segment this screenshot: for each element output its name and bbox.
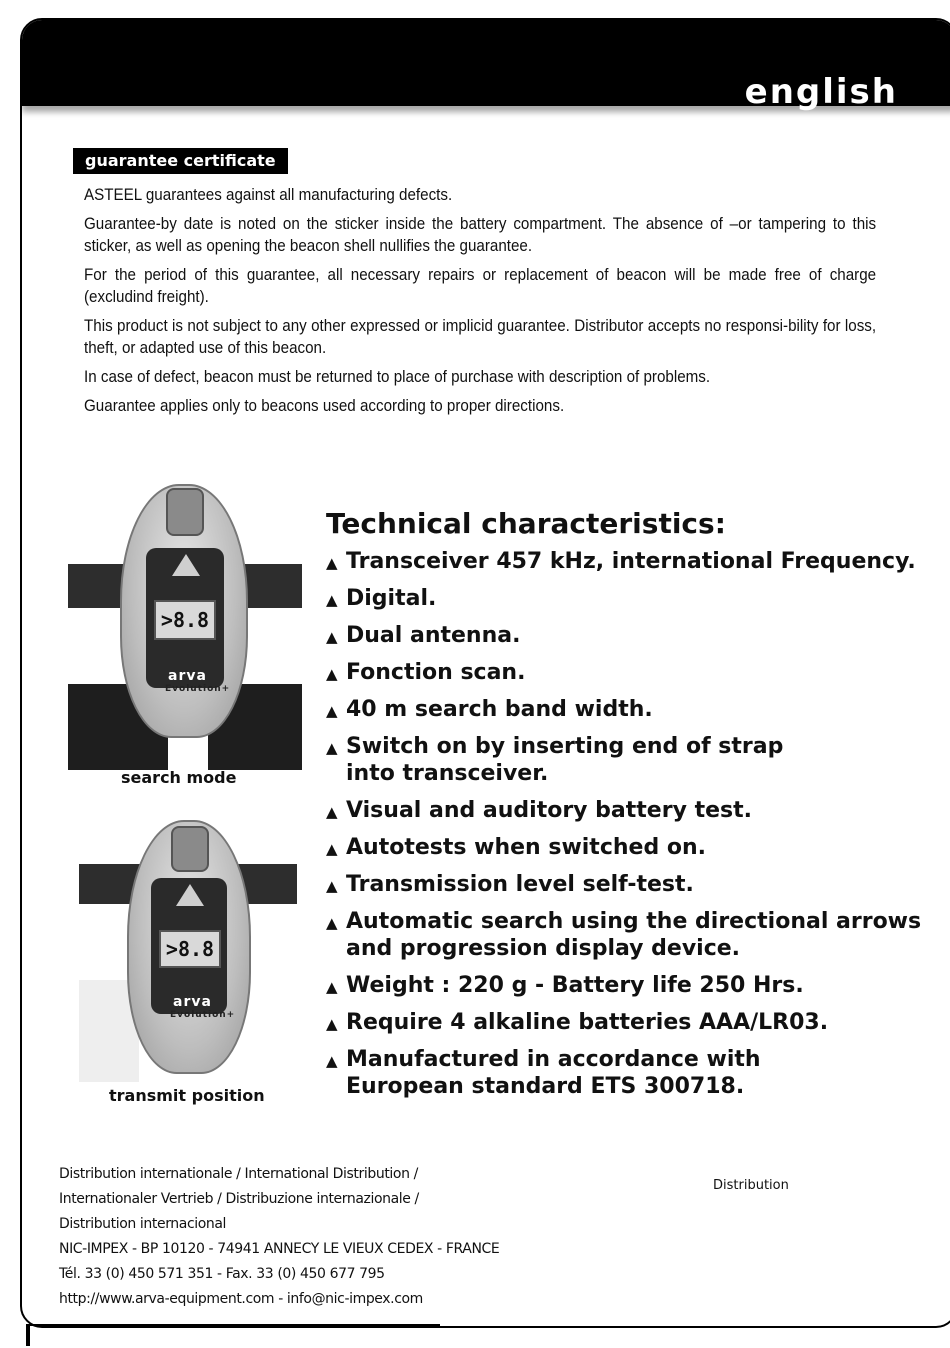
device-brand: arva xyxy=(173,994,212,1010)
bullet-triangle-icon: ▲ xyxy=(326,1052,338,1070)
list-item-text: Weight : 220 g - Battery life 250 Hrs. xyxy=(346,973,804,998)
list-item-text: Fonction scan. xyxy=(346,660,526,685)
guarantee-text xyxy=(84,184,877,424)
bullet-triangle-icon: ▲ xyxy=(326,978,338,996)
bullet-triangle-icon: ▲ xyxy=(326,665,338,683)
list-item xyxy=(326,585,926,612)
lcd-display: >8.8 xyxy=(154,600,216,640)
bottom-mark xyxy=(26,1326,30,1346)
list-item-text: Transceiver 457 kHz, international Frequency. xyxy=(346,549,916,574)
guarantee-paragraph: Guarantee applies only to beacons used according to proper directions. xyxy=(84,397,565,415)
list-item-text: Transmission level self-test. xyxy=(346,872,694,897)
list-item xyxy=(326,972,926,999)
list-item xyxy=(326,797,926,824)
device-image-transmit xyxy=(79,820,297,1082)
bullet-triangle-icon: ▲ xyxy=(326,803,338,821)
bullet-triangle-icon: ▲ xyxy=(326,628,338,646)
technical-title: Technical characteristics: xyxy=(326,507,726,540)
caption-search-mode: search mode xyxy=(121,768,237,787)
bullet-triangle-icon: ▲ xyxy=(326,1015,338,1033)
technical-list xyxy=(326,548,926,1110)
device-model: Evolution+ xyxy=(165,684,231,694)
list-item-text: Digital. xyxy=(346,586,437,611)
list-item-text: Require 4 alkaline batteries AAA/LR03. xyxy=(346,1010,829,1035)
bullet-triangle-icon: ▲ xyxy=(326,877,338,895)
device-model: Evolution+ xyxy=(170,1010,236,1020)
guarantee-paragraph: For the period of this guarantee, all necessary repairs or replacement of beacon will be made free of charge (excludind freight). xyxy=(84,266,877,306)
list-item-text: Visual and auditory battery test. xyxy=(346,798,752,823)
bottom-divider xyxy=(26,1324,440,1326)
guarantee-paragraph: ASTEEL guarantees against all manufacturing defects. xyxy=(84,186,453,204)
triangle-logo-icon xyxy=(176,884,204,906)
list-item xyxy=(326,622,926,649)
lcd-display: >8.8 xyxy=(159,930,221,968)
list-item-text: Automatic search using the directional arrows xyxy=(346,909,922,934)
bullet-triangle-icon: ▲ xyxy=(326,554,338,572)
distribution-line: NIC-IMPEX - BP 10120 - 74941 ANNECY LE VIEUX CEDEX - FRANCE xyxy=(59,1241,500,1257)
list-item-text: Autotests when switched on. xyxy=(346,835,706,860)
list-item xyxy=(326,1009,926,1036)
list-item-text: European standard ETS 300718. xyxy=(346,1074,745,1099)
language-label: english xyxy=(744,72,898,112)
caption-transmit-position: transmit position xyxy=(109,1086,265,1105)
list-item xyxy=(326,1046,926,1100)
device-brand: arva xyxy=(168,668,207,684)
list-item-text: Manufactured in accordance with xyxy=(346,1047,761,1072)
page-header xyxy=(22,20,950,112)
device-image-search xyxy=(68,484,302,770)
list-item-text: 40 m search band width. xyxy=(346,697,653,722)
distribution-line: Tél. 33 (0) 450 571 351 - Fax. 33 (0) 450 677 795 xyxy=(59,1266,385,1282)
distribution-contact-link[interactable]: http://www.arva-equipment.com - info@nic-impex.com xyxy=(59,1291,423,1307)
bullet-triangle-icon: ▲ xyxy=(326,739,338,757)
list-item xyxy=(326,871,926,898)
list-item xyxy=(326,908,926,962)
triangle-logo-icon xyxy=(172,554,200,576)
distribution-line: Internationaler Vertrieb / Distribuzione internazionale / xyxy=(59,1191,419,1207)
guarantee-title: guarantee certificate xyxy=(73,148,288,174)
guarantee-paragraph: Guarantee-by date is noted on the sticker inside the battery compartment. The absence of –or tampering to this sticker, as well as opening the beacon shell nullifies the guarantee. xyxy=(84,215,877,255)
bullet-triangle-icon: ▲ xyxy=(326,591,338,609)
distribution-label: Distribution xyxy=(713,1178,789,1193)
list-item-text: Dual antenna. xyxy=(346,623,521,648)
list-item xyxy=(326,548,926,575)
bullet-triangle-icon: ▲ xyxy=(326,702,338,720)
guarantee-paragraph: This product is not subject to any other expressed or implicid guarantee. Distributor accepts no responsi-bility for loss, theft, or adapted use of this beacon. xyxy=(84,317,877,357)
list-item-text: and progression display device. xyxy=(346,936,741,961)
distribution-line: Distribution internacional xyxy=(59,1216,227,1232)
distribution-block xyxy=(59,1162,499,1312)
bullet-triangle-icon: ▲ xyxy=(326,840,338,858)
distribution-line: Distribution internationale / International Distribution / xyxy=(59,1166,418,1182)
list-item xyxy=(326,696,926,723)
bullet-triangle-icon: ▲ xyxy=(326,914,338,932)
list-item xyxy=(326,733,926,787)
list-item-text: Switch on by inserting end of strap xyxy=(346,734,784,759)
list-item-text: into transceiver. xyxy=(346,761,549,786)
list-item xyxy=(326,834,926,861)
list-item xyxy=(326,659,926,686)
guarantee-paragraph: In case of defect, beacon must be returned to place of purchase with description of problems. xyxy=(84,368,711,386)
